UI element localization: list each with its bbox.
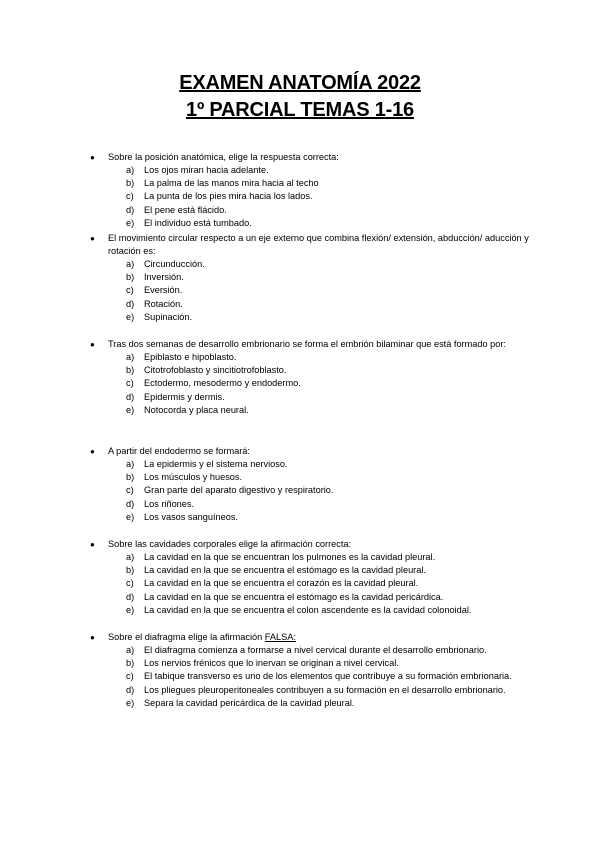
option-text: El tabique transverso es uno de los elementos que contribuye a su formación embrionaria.: [144, 671, 512, 682]
bullet-icon: ●: [90, 153, 95, 162]
option-a: [84, 458, 534, 471]
option-text: El individuo está tumbado.: [144, 217, 252, 228]
option-label: e): [126, 311, 135, 322]
question-text: [108, 631, 534, 644]
option-label: e): [126, 604, 135, 615]
option-label: b): [126, 658, 135, 669]
option-text: Los ojos miran hacia adelante.: [144, 165, 269, 175]
option-label: c): [126, 578, 134, 589]
option-label: a): [126, 645, 135, 655]
option-label: d): [126, 204, 135, 215]
option-text: Los vasos sanguíneos.: [144, 511, 238, 522]
option-label: b): [126, 565, 135, 576]
question-text: A partir del endodermo se formará:: [108, 446, 250, 456]
question-text: Tras dos semanas de desarrollo embrionario se forma el embrión bilaminar que está formado por:: [108, 339, 506, 349]
option-text: Ectodermo, mesodermo y endodermo.: [144, 378, 301, 389]
option-d: [84, 204, 534, 217]
option-label: b): [126, 472, 135, 483]
option-label: b): [126, 178, 135, 189]
option-d: [84, 591, 534, 604]
option-c: [84, 484, 534, 497]
question-text-main: Sobre el diafragma elige la afirmación: [108, 632, 265, 642]
option-text: Los nervios frénicos que lo inervan se originan a nivel cervical.: [144, 658, 399, 669]
option-e: [84, 511, 534, 524]
exam-subtitle: 1º PARCIAL TEMAS 1-16: [186, 99, 414, 121]
option-text: Gran parte del aparato digestivo y respiratorio.: [144, 485, 334, 496]
option-text: El pene está flácido.: [144, 204, 227, 215]
bullet-icon: ●: [90, 234, 95, 243]
option-label: d): [126, 391, 135, 402]
bullet-icon: ●: [90, 633, 95, 642]
option-label: c): [126, 485, 134, 496]
option-a: [84, 351, 534, 364]
option-text: Los riñones.: [144, 498, 195, 509]
option-b: [84, 471, 534, 484]
option-label: e): [126, 697, 135, 708]
option-a: [84, 551, 534, 564]
question-text-emphasis: FALSA:: [264, 632, 296, 642]
option-list: [84, 258, 534, 324]
question-text: Sobre la posición anatómica, elige la respuesta correcta:: [108, 152, 339, 162]
option-label: e): [126, 217, 135, 228]
question-4: [84, 445, 534, 524]
option-a: [84, 258, 534, 271]
question-2: [84, 232, 534, 324]
question-3: [84, 338, 534, 417]
option-c: [84, 670, 534, 683]
option-label: e): [126, 404, 135, 415]
option-label: c): [126, 191, 134, 202]
option-label: b): [126, 365, 135, 376]
option-c: [84, 190, 534, 203]
option-list: [84, 351, 534, 417]
bullet-icon: ●: [90, 340, 95, 349]
option-label: d): [126, 298, 135, 309]
option-a: [84, 644, 534, 657]
option-label: d): [126, 498, 135, 509]
option-d: [84, 684, 534, 697]
option-text: Citotrofoblasto y sincitiotrofoblasto.: [144, 365, 287, 376]
exam-title: EXAMEN ANATOMÍA 2022: [179, 72, 421, 94]
option-text: Notocorda y placa neural.: [144, 404, 249, 415]
option-a: [84, 164, 534, 177]
bullet-icon: ●: [90, 540, 95, 549]
option-text: El diafragma comienza a formarse a nivel cervical durante el desarrollo embrionario.: [144, 645, 487, 655]
option-label: e): [126, 511, 135, 522]
option-text: Separa la cavidad pericárdica de la cavidad pleural.: [144, 697, 355, 708]
question-5: [84, 538, 534, 617]
option-e: [84, 404, 534, 417]
option-text: La punta de los pies mira hacia los lados.: [144, 191, 313, 202]
option-d: [84, 391, 534, 404]
option-label: a): [126, 352, 135, 362]
option-c: [84, 284, 534, 297]
option-label: a): [126, 459, 135, 469]
option-c: [84, 377, 534, 390]
option-text: Los músculos y huesos.: [144, 472, 243, 483]
option-list: [84, 644, 534, 710]
option-text: Rotación.: [144, 298, 183, 309]
option-e: [84, 697, 534, 710]
question-6: [84, 631, 534, 710]
option-list: [84, 458, 534, 524]
question-text: Sobre las cavidades corporales elige la afirmación correcta:: [108, 539, 352, 549]
option-e: [84, 311, 534, 324]
option-text: Eversión.: [144, 285, 183, 296]
option-label: a): [126, 165, 135, 175]
option-text: La epidermis y el sistema nervioso.: [144, 459, 288, 469]
option-b: [84, 564, 534, 577]
option-b: [84, 364, 534, 377]
option-b: [84, 271, 534, 284]
option-label: b): [126, 272, 135, 283]
option-b: [84, 657, 534, 670]
option-label: d): [126, 591, 135, 602]
option-label: d): [126, 684, 135, 695]
question-text: El movimiento circular respecto a un eje externo que combina flexión/ extensión, abducción/ aducción y rotación es:: [108, 233, 529, 256]
question-1: [84, 151, 534, 230]
option-text: Inversión.: [144, 272, 184, 283]
option-text: La cavidad en la que se encuentra el estómago es la cavidad pericárdica.: [144, 591, 444, 602]
option-text: Epiblasto e hipoblasto.: [144, 352, 237, 362]
option-e: [84, 217, 534, 230]
option-text: La cavidad en la que se encuentran los pulmones es la cavidad pleural.: [144, 552, 436, 562]
option-text: Circunducción.: [144, 259, 205, 269]
option-text: La palma de las manos mira hacia al techo: [144, 178, 319, 189]
option-label: c): [126, 285, 134, 296]
option-label: c): [126, 671, 134, 682]
option-label: a): [126, 552, 135, 562]
option-list: [84, 164, 534, 230]
option-list: [84, 551, 534, 617]
option-label: c): [126, 378, 134, 389]
bullet-icon: ●: [90, 447, 95, 456]
option-text: Supinación.: [144, 311, 193, 322]
option-b: [84, 177, 534, 190]
option-label: a): [126, 259, 135, 269]
option-text: La cavidad en la que se encuentra el estómago es la cavidad pleural.: [144, 565, 426, 576]
option-e: [84, 604, 534, 617]
option-text: Epidermis y dermis.: [144, 391, 225, 402]
option-text: La cavidad en la que se encuentra el colon ascendente es la cavidad colonoidal.: [144, 604, 472, 615]
option-text: La cavidad en la que se encuentra el corazón es la cavidad pleural.: [144, 578, 419, 589]
option-text: Los pliegues pleuroperitoneales contribuyen a su formación en el desarrollo embrionario.: [144, 684, 506, 695]
option-d: [84, 298, 534, 311]
option-d: [84, 498, 534, 511]
option-c: [84, 577, 534, 590]
